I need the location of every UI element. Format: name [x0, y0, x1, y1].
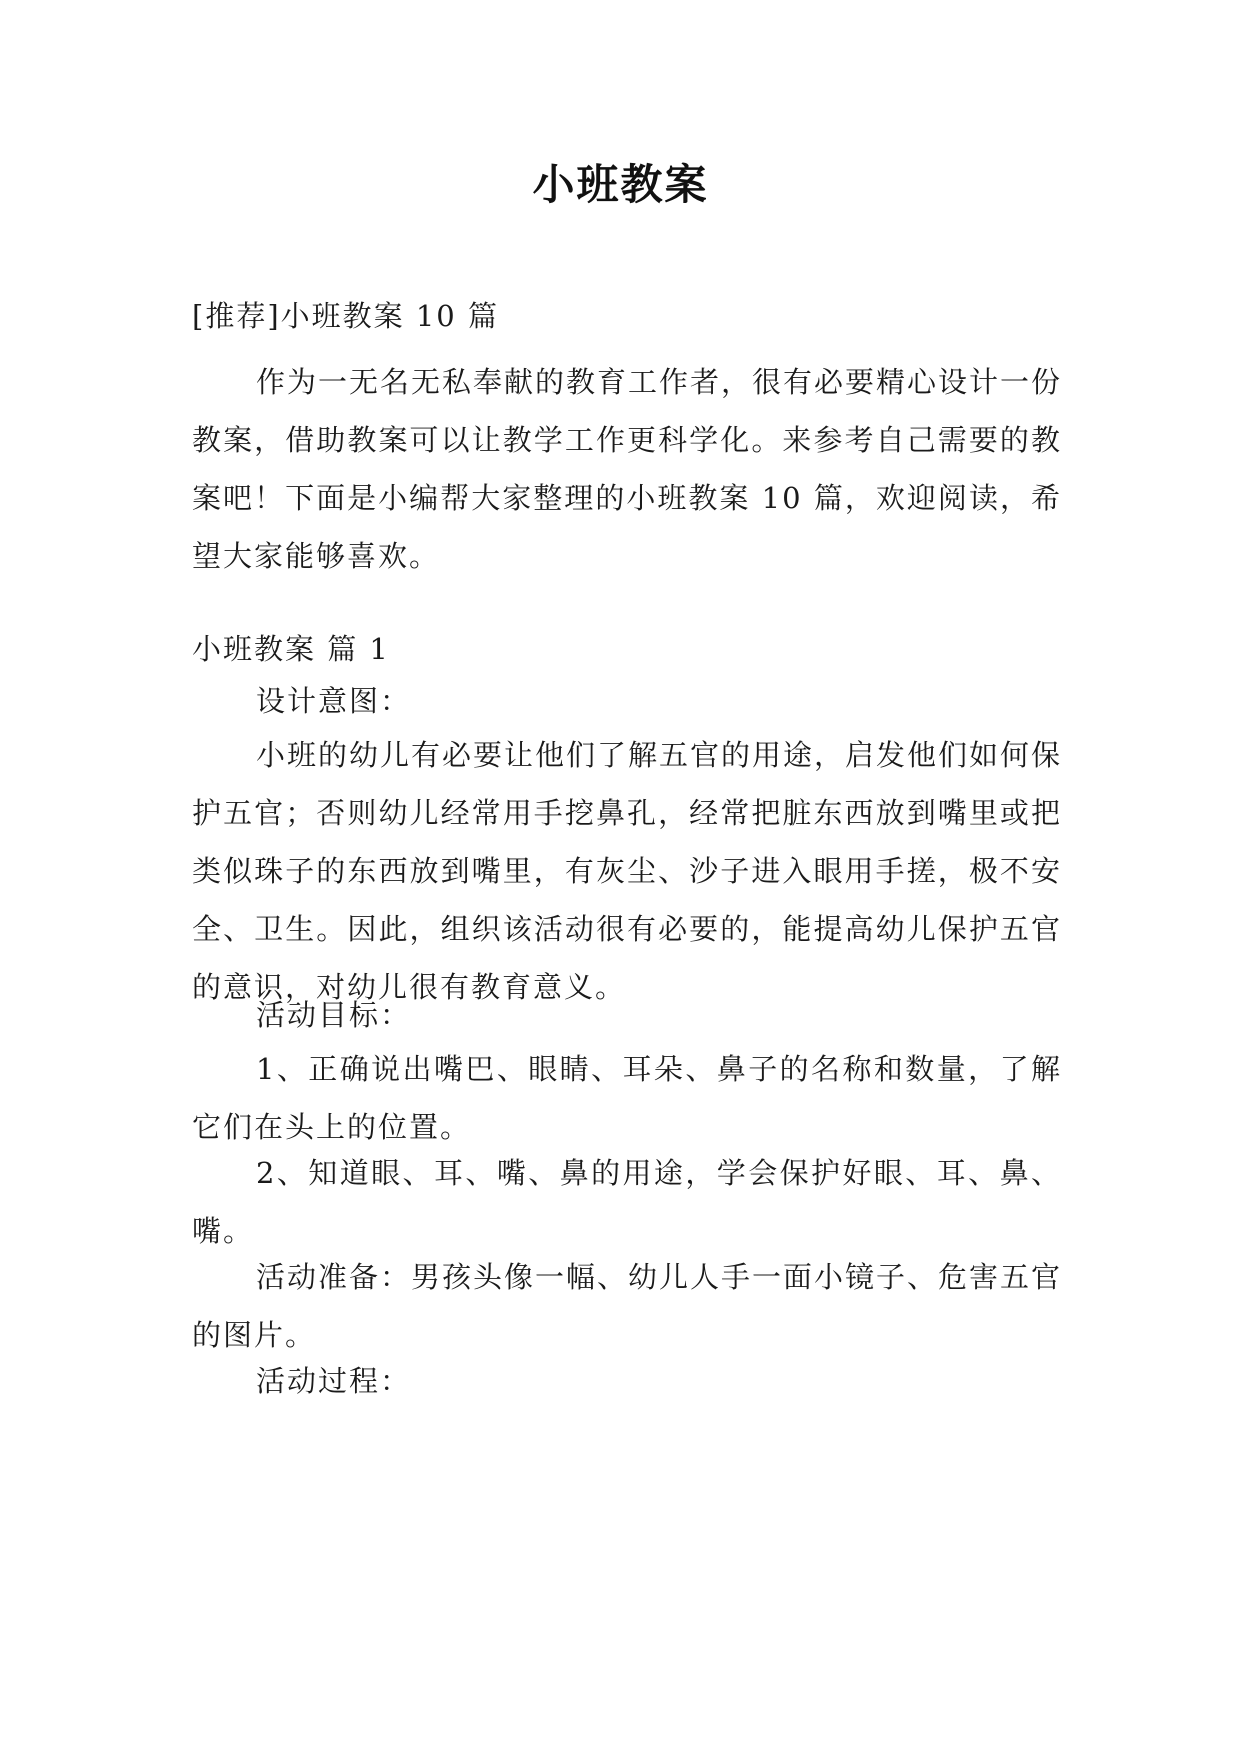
document-title: 小班教案	[532, 160, 709, 209]
design-intent-paragraph: 小班的幼儿有必要让他们了解五官的用途，启发他们如何保护五官；否则幼儿经常用手挖鼻孔，经常把脏东西放到嘴里或把类似珠子的东西放到嘴里，有灰尘、沙子进入眼用手搓，极不安全、卫生。因此，组织该活动很有必要的，能提高幼儿保护五官的意识，对幼儿很有教育意义。	[192, 738, 1063, 1004]
design-intent-label: 设计意图：	[256, 684, 412, 718]
activity-process-label: 活动过程：	[256, 1364, 412, 1398]
document-subtitle: [推荐]小班教案 10 篇	[192, 299, 499, 333]
goal-item-2: 2、知道眼、耳、嘴、鼻的用途，学会保护好眼、耳、鼻、嘴。	[192, 1156, 1062, 1248]
goal-item-1: 1、正确说出嘴巴、眼睛、耳朵、鼻子的名称和数量，了解它们在头上的位置。	[192, 1052, 1062, 1144]
activity-goals-label: 活动目标：	[256, 998, 412, 1032]
activity-preparation-paragraph: 活动准备：男孩头像一幅、幼儿人手一面小镜子、危害五官的图片。	[192, 1260, 1063, 1352]
section-heading: 小班教案 篇 1	[192, 632, 390, 666]
intro-paragraph: 作为一无名无私奉献的教育工作者，很有必要精心设计一份教案，借助教案可以让教学工作更科学化。来参考自己需要的教案吧！下面是小编帮大家整理的小班教案 10 篇，欢迎阅读，希望大家能够喜欢。	[192, 365, 1063, 573]
